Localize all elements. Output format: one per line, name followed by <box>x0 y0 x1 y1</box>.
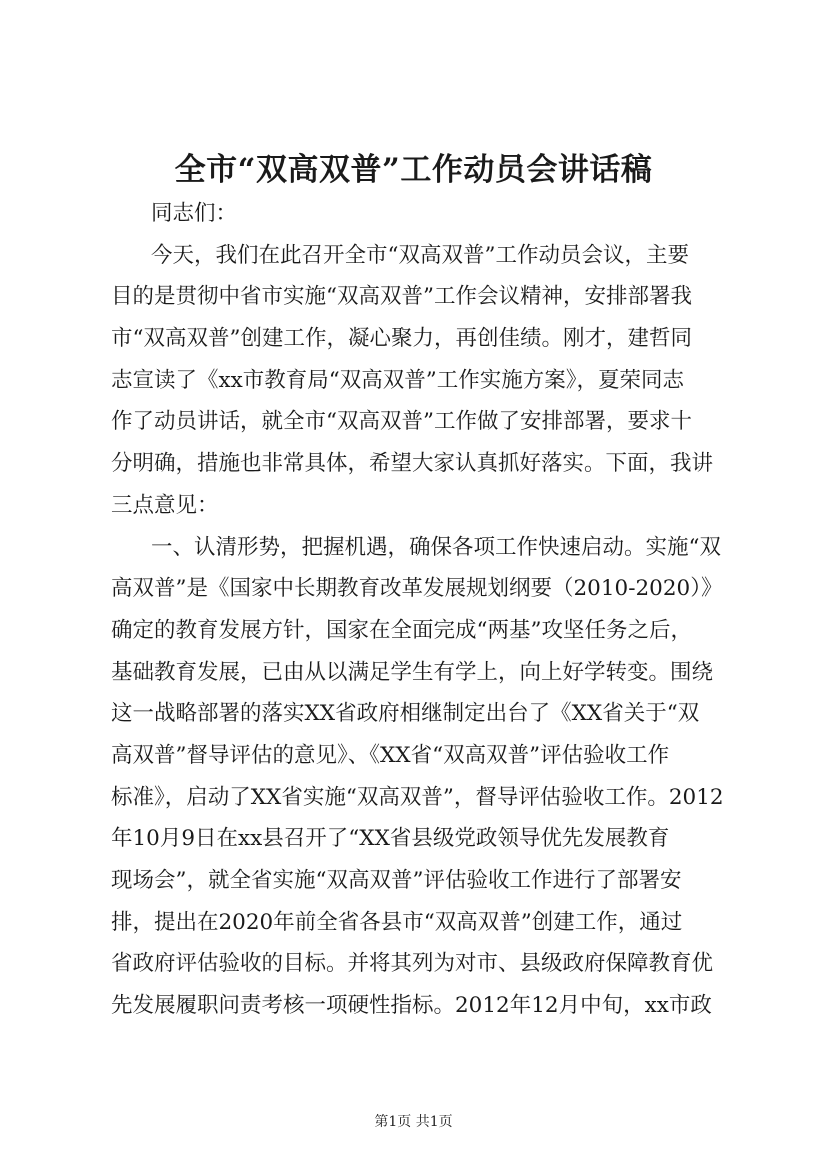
body-line: 三点意见： <box>111 492 219 518</box>
body-line: 志宣读了《xx市教育局“双高双普”工作实施方案》，夏荣同志 <box>111 367 684 393</box>
body-line: 标准》，启动了XX省实施“双高双普”，督导评估验收工作。2012 <box>111 784 724 810</box>
body-line: 今天，我们在此召开全市“双高双普”工作动员会议，主要 <box>151 242 689 268</box>
salutation-line: 同志们： <box>151 201 238 226</box>
body-line: 作了动员讲话，就全市“双高双普”工作做了安排部署，要求十 <box>111 409 692 435</box>
document-body <box>111 193 731 1027</box>
body-line: 现场会”，就全省实施“双高双普”评估验收工作进行了部署安 <box>111 868 682 893</box>
document-title: 全市“双高双普”工作动员会讲话稿 <box>174 152 653 188</box>
section-heading-line: 一、认清形势，把握机遇，确保各项工作快速启动。实施“双 <box>151 534 721 560</box>
body-line: 确定的教育发展方针，国家在全面完成“两基”攻坚任务之后， <box>111 617 692 643</box>
body-line: 排，提出在2020年前全省各县市“双高双普”创建工作，通过 <box>111 909 683 935</box>
body-line: 高双普”是《国家中长期教育改革发展规划纲要（2010-2020）》 <box>111 576 723 602</box>
body-line: 目的是贯彻中省市实施“双高双普”工作会议精神，安排部署我 <box>111 284 692 310</box>
body-line: 年10月9日在xx县召开了“XX省县级党政领导优先发展教育 <box>111 826 670 852</box>
page-number-footer: 第1页 共1页 <box>374 1114 453 1130</box>
body-line: 这一战略部署的落实XX省政府相继制定出台了《XX省关于“双 <box>111 701 700 727</box>
body-line: 先发展履职问责考核一项硬性指标。2012年12月中旬，xx市政 <box>111 993 712 1019</box>
body-line: 高双普”督导评估的意见》、《XX省“双高双普”评估验收工作 <box>111 742 670 768</box>
body-line: 基础教育发展，已由从以满足学生有学上，向上好学转变。围绕 <box>111 659 714 685</box>
body-line: 省政府评估验收的目标。并将其列为对市、县级政府保障教育优 <box>111 951 714 977</box>
body-line: 市“双高双普”创建工作，凝心聚力，再创佳绩。刚才，建哲同 <box>111 326 692 352</box>
body-line: 分明确，措施也非常具体，希望大家认真抓好落实。下面，我讲 <box>111 451 714 477</box>
